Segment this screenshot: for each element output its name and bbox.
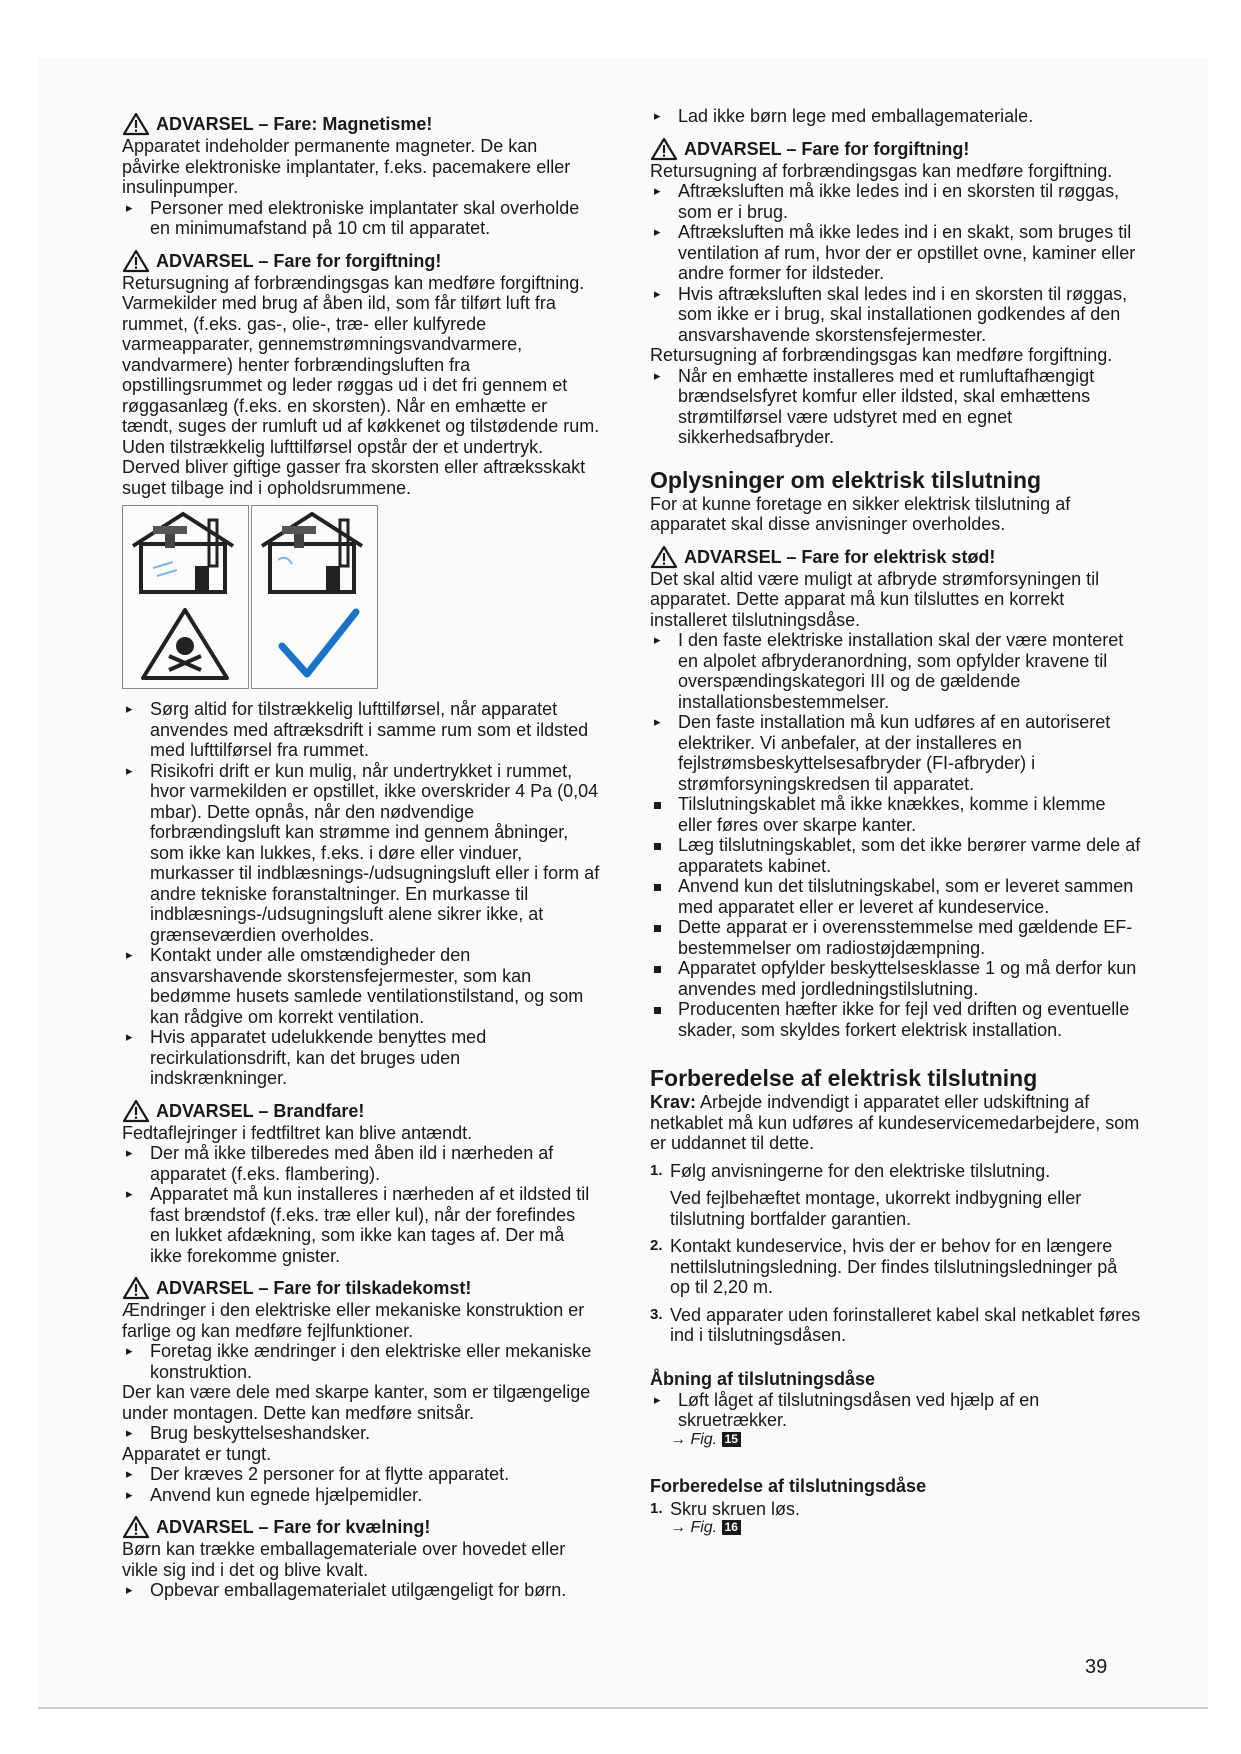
subsection-heading-opening: Åbning af tilslutningsdåse bbox=[650, 1368, 876, 1389]
list-item: ▸ Risikofri drift er kun mulig, når undertrykket i rummet, hvor varmekilden er opstillet, ikke overskrider 4 Pa (0,04 mbar). Dette opnås, når den nødvendige forbrændingsluft kan strømme ind gennem åbninger, som ikke kan lukkes, f.eks. i døre eller vinduer, murkasser til indblæsnings-/udsugningsluft eller i form af andre tekniske foranstaltninger. En murkasse til indblæsnings-/udsugningsluft alene sikrer ikke, at grænseværdien overholdes. bbox=[122, 761, 600, 946]
warning-title: ADVARSEL – Fare for tilskadekomst! bbox=[156, 1278, 472, 1298]
figure-prefix: → Fig. bbox=[670, 1430, 718, 1448]
warning-text: Der kan være dele med skarpe kanter, som er tilgængelige under montagen. Dette kan medføre snitsår. bbox=[122, 1382, 591, 1423]
step-item bbox=[650, 1236, 1142, 1298]
warning-triangle-icon bbox=[122, 1099, 150, 1123]
step-number: 2. bbox=[650, 1237, 663, 1254]
figure-reference bbox=[650, 1519, 1142, 1537]
warning-text: Retursugning af forbrændingsgas kan medføre forgiftning. bbox=[650, 345, 1113, 365]
step-number: 3. bbox=[650, 1305, 663, 1323]
section-heading-electrical-info: Oplysninger om elektrisk tilslutning bbox=[650, 466, 1042, 493]
list-item: ▸ Apparatet må kun installeres i nærheden af et ildsted til fast brændstof (f.eks. træ eller kul), når der forefindes en lukket afdækning, som ikke kan tages af. Der må ikke forekomme gnister. bbox=[122, 1184, 600, 1266]
requirement-label: Krav: bbox=[650, 1092, 697, 1112]
list-item: ▸ Foretag ikke ændringer i den elektriske eller mekaniske konstruktion. bbox=[122, 1341, 600, 1382]
list-item: ▸ Løft låget af tilslutningsdåsen ved hjælp af en skruetrækker. bbox=[650, 1390, 1142, 1431]
warning-text: Børn kan trække emballagemateriale over hovedet eller vikle sig ind i det og blive kvalt. bbox=[122, 1539, 566, 1580]
step-item bbox=[650, 1499, 1142, 1520]
warning-triangle-icon bbox=[650, 545, 678, 569]
warning-title: ADVARSEL – Fare for forgiftning! bbox=[156, 250, 442, 271]
warning-triangle-icon bbox=[122, 1276, 150, 1300]
figure-number: 15 bbox=[722, 1432, 741, 1447]
requirement-body: Arbejde indvendigt i apparatet eller udskiftning af netkablet må kun udføres af kundeservicemedarbejdere, som er uddannet til dette. bbox=[650, 1092, 1140, 1153]
right-column bbox=[650, 106, 1142, 1537]
warning-magnetism-heading bbox=[122, 112, 600, 136]
warning-title: ADVARSEL – Brandfare! bbox=[156, 1100, 365, 1121]
step-number: 1. bbox=[650, 1161, 663, 1179]
step-subtext: Ved fejlbehæftet montage, ukorrekt indbygning eller tilslutning bortfalder garantien. bbox=[670, 1188, 1082, 1229]
list-item: Producenten hæfter ikke for fejl ved driften og eventuelle skader, som skyldes forkert elektrisk installation. bbox=[650, 999, 1142, 1040]
warning-triangle-icon bbox=[122, 112, 150, 136]
step-item bbox=[650, 1305, 1142, 1346]
list-item: ▸ Anvend kun egnede hjælpemidler. bbox=[122, 1485, 600, 1506]
step-number: 1. bbox=[650, 1499, 663, 1517]
list-item: Apparatet opfylder beskyttelsesklasse 1 og må derfor kun anvendes med jordledningstilslutning. bbox=[650, 958, 1142, 999]
step-text: Ved apparater uden forinstalleret kabel skal netkablet føres ind i tilslutningsdåsen. bbox=[670, 1304, 1141, 1345]
left-column bbox=[122, 112, 600, 1601]
section-heading-electrical-prep: Forberedelse af elektrisk tilslutning bbox=[650, 1065, 1038, 1091]
requirement-text bbox=[650, 1092, 1142, 1154]
warning-injury-heading bbox=[122, 1276, 600, 1300]
figure-number: 16 bbox=[722, 1520, 741, 1535]
step-text: Kontakt kundeservice, hvis der er behov for en længere nettilslutningsledning. Der findes tilslutningsledninger på op til 2,20 m. bbox=[670, 1236, 1118, 1297]
step-text: Skru skruen løs. bbox=[670, 1498, 801, 1519]
warning-poisoning-heading bbox=[122, 249, 600, 273]
list-item: ▸ Den faste installation må kun udføres af en autoriseret elektriker. Vi anbefaler, at der installeres en fejlstrømsbeskyttelsesafbryder (FI-afbryder) i strømforsyningskredsen til apparatet. bbox=[650, 712, 1142, 794]
warning-text: Det skal altid være muligt at afbryde strømforsyningen til apparatet. Dette apparat må kun tilsluttes en korrekt installeret tilslutningsdåse. bbox=[650, 568, 1100, 630]
list-item: ▸ Aftræksluften må ikke ledes ind i en skorsten til røggas, som er i brug. bbox=[650, 181, 1142, 222]
figure-prefix: → Fig. bbox=[670, 1519, 718, 1536]
warning-triangle-icon bbox=[122, 1515, 150, 1539]
list-item: ▸ Når en emhætte installeres med et rumluftafhængigt brændselsfyret komfur eller ildsted, skal emhættens strømtilførsel være udstyret med en egnet sikkerhedsafbryder. bbox=[650, 366, 1142, 448]
page-number: 39 bbox=[1085, 1656, 1108, 1678]
warning-title: ADVARSEL – Fare: Magnetisme! bbox=[156, 114, 433, 134]
list-item: ▸ Der kræves 2 personer for at flytte apparatet. bbox=[122, 1464, 600, 1485]
house-recirculation-ok-illustration bbox=[251, 505, 378, 689]
warning-suffocation-heading bbox=[122, 1515, 600, 1539]
warning-text: Retursugning af forbrændingsgas kan medføre forgiftning. Varmekilder med brug af åben ild, som får tilført luft fra rummet, (f.eks. gas-, olie-, træ- eller kulfyrede varmeapparater, gennemstrømningsvandvarmere, vandvarmere) henter forbrændingsluften fra opstillingsrummet og leder røggas ud i det fri gennem et røggasanlæg (f.eks. en skorsten). Når en emhætte er tændt, suges der rumluft ud af køkkenet og tilstødende rum. Uden tilstrækkelig lufttilførsel opstår der et undertryk. Derved bliver giftige gasser fra skorsten eller aftræksskakt suget tilbage ind i opholdsrummene. bbox=[122, 272, 600, 498]
section-text: For at kunne foretage en sikker elektrisk tilslutning af apparatet skal disse anvisninger overholdes. bbox=[650, 493, 1071, 534]
warning-shock-heading bbox=[650, 545, 1142, 569]
warning-triangle-icon bbox=[122, 249, 150, 273]
list-item: ▸ Brug beskyttelseshandsker. bbox=[122, 1423, 600, 1444]
warning-text: Apparatet indeholder permanente magneter. De kan påvirke elektroniske implantater, f.eks. pacemakere eller insulinpumper. bbox=[122, 136, 571, 197]
list-item: Tilslutningskablet må ikke knækkes, komme i klemme eller føres over skarpe kanter. bbox=[650, 794, 1142, 835]
list-item: ▸ I den faste elektriske installation skal der være monteret en alpolet afbryderanordning, som opfylder kravene til overspændingskategori III og de gældende installationsbestemmelser. bbox=[650, 630, 1142, 712]
list-item: ▸ Lad ikke børn lege med emballagemateriale. bbox=[650, 106, 1142, 127]
warning-text: Retursugning af forbrændingsgas kan medføre forgiftning. bbox=[650, 160, 1113, 181]
warning-triangle-icon bbox=[650, 137, 678, 161]
list-item: ▸ Kontakt under alle omstændigheder den ansvarshavende skorstensfejermester, som kan bedømme husets samlede ventilationstilstand, og som kan rådgive om korrekt ventilation. bbox=[122, 945, 600, 1027]
list-item: ▸ Sørg altid for tilstrækkelig lufttilførsel, når apparatet anvendes med aftræksdrift i samme rum som et ildsted med lufttilførsel fra rummet. bbox=[122, 699, 600, 761]
step-text: Følg anvisningerne for den elektriske tilslutning. bbox=[670, 1160, 1051, 1181]
ventilation-illustration bbox=[122, 505, 600, 689]
warning-fire-heading bbox=[122, 1099, 600, 1123]
list-item: ▸ Hvis apparatet udelukkende benyttes med recirkulationsdrift, kan det bruges uden indskrænkninger. bbox=[122, 1027, 600, 1089]
warning-title: ADVARSEL – Fare for elektrisk stød! bbox=[684, 546, 996, 567]
bottom-rule bbox=[38, 1707, 1208, 1709]
warning-text: Apparatet er tungt. bbox=[122, 1443, 272, 1464]
list-item: ▸ Der må ikke tilberedes med åben ild i nærheden af apparatet (f.eks. flambering). bbox=[122, 1143, 600, 1184]
warning-text: Fedtaflejringer i fedtfiltret kan blive antændt. bbox=[122, 1122, 473, 1143]
warning-poisoning-heading bbox=[650, 137, 1142, 161]
house-poison-warning-illustration bbox=[122, 505, 249, 689]
subsection-heading-box-prep: Forberedelse af tilslutningsdåse bbox=[650, 1475, 927, 1496]
list-item: Dette apparat er i overensstemmelse med gældende EF-bestemmelser om radiostøjdæmpning. bbox=[650, 917, 1142, 958]
warning-title: ADVARSEL – Fare for kvælning! bbox=[156, 1517, 431, 1537]
list-item: ▸ Personer med elektroniske implantater skal overholde en minimumafstand på 10 cm til apparatet. bbox=[122, 198, 600, 239]
list-item: ▸ Opbevar emballagematerialet utilgængeligt for børn. bbox=[122, 1580, 600, 1601]
list-item: ▸ Aftræksluften må ikke ledes ind i en skakt, som bruges til ventilation af rum, hvor der er opstillet ovne, kaminer eller andre former for ildsteder. bbox=[650, 222, 1142, 284]
list-item: ▸ Hvis aftræksluften skal ledes ind i en skorsten til røggas, som ikke er i brug, skal installationen godkendes af den ansvarshavende skorstensfejermester. bbox=[650, 284, 1142, 346]
list-item: Anvend kun det tilslutningskabel, som er leveret sammen med apparatet eller er leveret af kundeservice. bbox=[650, 876, 1142, 917]
warning-title: ADVARSEL – Fare for forgiftning! bbox=[684, 138, 970, 159]
figure-reference bbox=[650, 1431, 1142, 1449]
list-item: Læg tilslutningskablet, som det ikke berører varme dele af apparatets kabinet. bbox=[650, 835, 1142, 876]
warning-text: Ændringer i den elektriske eller mekaniske konstruktion er farlige og kan medføre fejlfunktioner. bbox=[122, 1300, 585, 1341]
step-item bbox=[650, 1161, 1142, 1230]
